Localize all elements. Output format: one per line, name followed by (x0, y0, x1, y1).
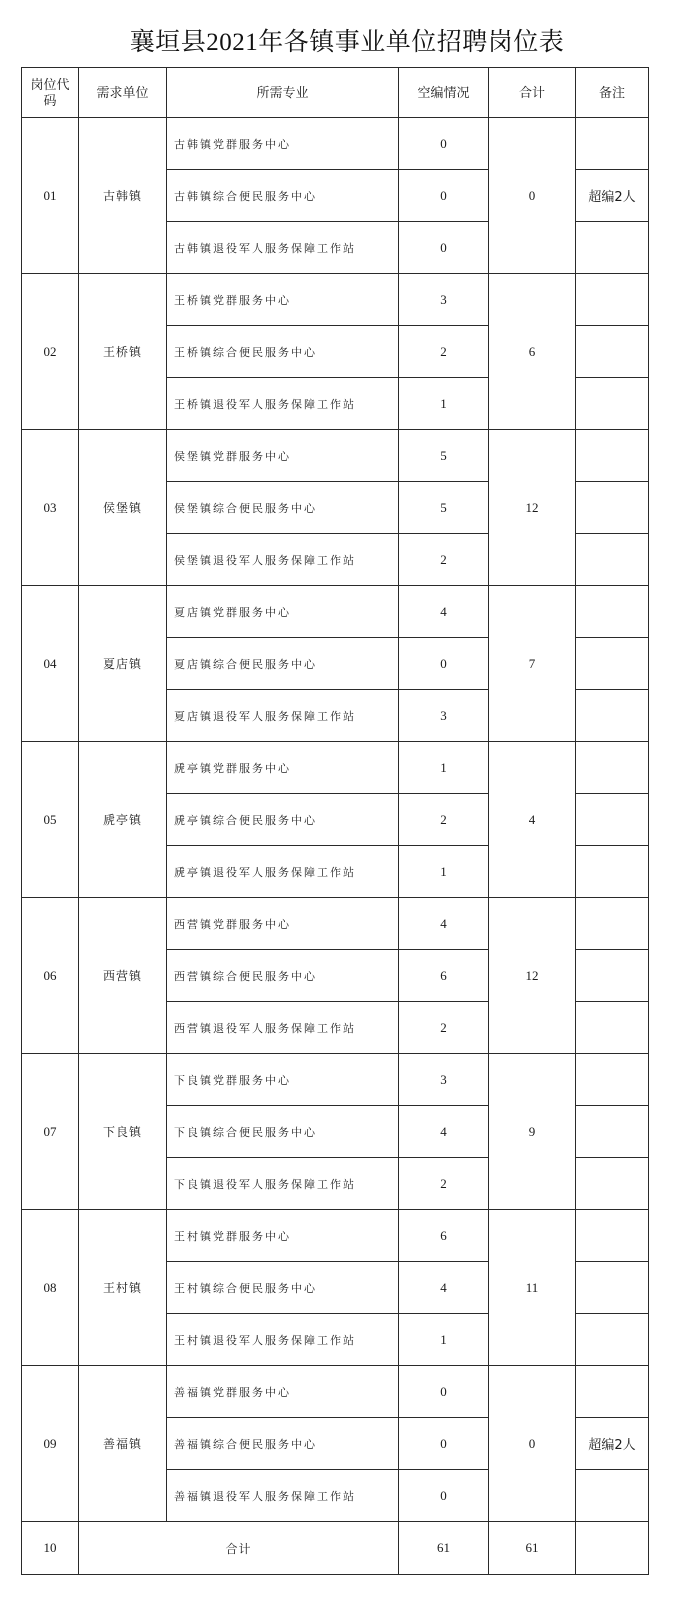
table-row (22, 586, 649, 638)
note-cell: 超编2人 (576, 170, 649, 222)
note-cell-empty (576, 1054, 649, 1106)
page-title: 襄垣县2021年各镇事业单位招聘岗位表 (129, 29, 565, 56)
summary-total: 61 (489, 1522, 576, 1575)
summary-code: 10 (22, 1522, 79, 1575)
group-total: 6 (489, 274, 576, 430)
group-total: 11 (489, 1210, 576, 1366)
table-row (22, 898, 649, 950)
major-cell: 侯堡镇综合便民服务中心 (167, 482, 399, 534)
major-cell: 王桥镇综合便民服务中心 (167, 326, 399, 378)
major-cell: 王桥镇退役军人服务保障工作站 (167, 378, 399, 430)
group-unit: 侯堡镇 (79, 430, 167, 586)
summary-row (22, 1522, 649, 1575)
group-unit: 王桥镇 (79, 274, 167, 430)
note-cell-empty (576, 846, 649, 898)
group-total: 0 (489, 118, 576, 274)
group-code: 04 (22, 586, 79, 742)
group-code: 02 (22, 274, 79, 430)
group-code: 07 (22, 1054, 79, 1210)
major-cell: 古韩镇综合便民服务中心 (167, 170, 399, 222)
table-body (22, 118, 649, 1575)
major-cell: 虒亭镇综合便民服务中心 (167, 794, 399, 846)
vacancy-cell: 1 (399, 846, 489, 898)
major-cell: 夏店镇党群服务中心 (167, 586, 399, 638)
vacancy-cell: 1 (399, 378, 489, 430)
major-cell: 西营镇退役军人服务保障工作站 (167, 1002, 399, 1054)
major-cell: 善福镇党群服务中心 (167, 1366, 399, 1418)
note-cell (576, 794, 649, 846)
table-row (22, 742, 649, 794)
vacancy-cell: 0 (399, 1470, 489, 1522)
group-code: 06 (22, 898, 79, 1054)
note-cell-empty (576, 118, 649, 170)
major-cell: 王桥镇党群服务中心 (167, 274, 399, 326)
major-cell: 西营镇综合便民服务中心 (167, 950, 399, 1002)
major-cell: 善福镇退役军人服务保障工作站 (167, 1470, 399, 1522)
recruitment-table (21, 67, 649, 1575)
vacancy-cell: 0 (399, 170, 489, 222)
header-row (22, 68, 649, 118)
vacancy-cell: 2 (399, 326, 489, 378)
note-cell-empty (576, 1314, 649, 1366)
group-total: 4 (489, 742, 576, 898)
note-cell-empty (576, 1002, 649, 1054)
group-code: 05 (22, 742, 79, 898)
major-cell: 侯堡镇退役军人服务保障工作站 (167, 534, 399, 586)
header-unit: 需求单位 (79, 68, 167, 118)
summary-label: 合计 (79, 1522, 399, 1575)
note-cell-empty (576, 742, 649, 794)
note-cell-empty (576, 378, 649, 430)
note-cell (576, 638, 649, 690)
vacancy-cell: 0 (399, 1366, 489, 1418)
group-unit: 下良镇 (79, 1054, 167, 1210)
vacancy-cell: 4 (399, 586, 489, 638)
vacancy-cell: 4 (399, 1262, 489, 1314)
vacancy-cell: 2 (399, 794, 489, 846)
vacancy-cell: 3 (399, 274, 489, 326)
group-code: 01 (22, 118, 79, 274)
group-total: 0 (489, 1366, 576, 1522)
note-cell-empty (576, 898, 649, 950)
group-unit: 夏店镇 (79, 586, 167, 742)
major-cell: 下良镇退役军人服务保障工作站 (167, 1158, 399, 1210)
group-code: 08 (22, 1210, 79, 1366)
major-cell: 古韩镇退役军人服务保障工作站 (167, 222, 399, 274)
vacancy-cell: 2 (399, 1158, 489, 1210)
vacancy-cell: 3 (399, 690, 489, 742)
group-total: 12 (489, 430, 576, 586)
note-cell-empty (576, 430, 649, 482)
group-code: 03 (22, 430, 79, 586)
major-cell: 夏店镇退役军人服务保障工作站 (167, 690, 399, 742)
note-cell (576, 326, 649, 378)
vacancy-cell: 0 (399, 1418, 489, 1470)
major-cell: 下良镇党群服务中心 (167, 1054, 399, 1106)
header-code: 岗位代码 (22, 68, 79, 118)
vacancy-cell: 3 (399, 1054, 489, 1106)
vacancy-cell: 0 (399, 638, 489, 690)
summary-note (576, 1522, 649, 1575)
vacancy-cell: 1 (399, 742, 489, 794)
major-cell: 侯堡镇党群服务中心 (167, 430, 399, 482)
summary-vacancy: 61 (399, 1522, 489, 1575)
note-cell-empty (576, 1158, 649, 1210)
major-cell: 夏店镇综合便民服务中心 (167, 638, 399, 690)
header-sum: 合计 (489, 68, 576, 118)
vacancy-cell: 4 (399, 1106, 489, 1158)
major-cell: 王村镇退役军人服务保障工作站 (167, 1314, 399, 1366)
vacancy-cell: 4 (399, 898, 489, 950)
major-cell: 古韩镇党群服务中心 (167, 118, 399, 170)
note-cell-empty (576, 1210, 649, 1262)
vacancy-cell: 5 (399, 482, 489, 534)
vacancy-cell: 5 (399, 430, 489, 482)
note-cell (576, 482, 649, 534)
vacancy-cell: 6 (399, 1210, 489, 1262)
note-cell (576, 950, 649, 1002)
header-vacancy: 空编情况 (399, 68, 489, 118)
table-row (22, 430, 649, 482)
major-cell: 虒亭镇党群服务中心 (167, 742, 399, 794)
table-row (22, 1210, 649, 1262)
note-cell-empty (576, 222, 649, 274)
table-row (22, 1054, 649, 1106)
note-cell (576, 1262, 649, 1314)
vacancy-cell: 2 (399, 1002, 489, 1054)
group-unit: 古韩镇 (79, 118, 167, 274)
group-total: 12 (489, 898, 576, 1054)
group-unit: 西营镇 (79, 898, 167, 1054)
group-code: 09 (22, 1366, 79, 1522)
major-cell: 虒亭镇退役军人服务保障工作站 (167, 846, 399, 898)
note-cell-empty (576, 690, 649, 742)
vacancy-cell: 0 (399, 222, 489, 274)
group-unit: 虒亭镇 (79, 742, 167, 898)
major-cell: 善福镇综合便民服务中心 (167, 1418, 399, 1470)
major-cell: 王村镇党群服务中心 (167, 1210, 399, 1262)
note-cell: 超编2人 (576, 1418, 649, 1470)
header-major: 所需专业 (167, 68, 399, 118)
group-total: 9 (489, 1054, 576, 1210)
major-cell: 西营镇党群服务中心 (167, 898, 399, 950)
note-cell-empty (576, 1470, 649, 1522)
header-note: 备注 (576, 68, 649, 118)
group-unit: 王村镇 (79, 1210, 167, 1366)
vacancy-cell: 6 (399, 950, 489, 1002)
group-total: 7 (489, 586, 576, 742)
note-cell-empty (576, 534, 649, 586)
group-unit: 善福镇 (79, 1366, 167, 1522)
note-cell-empty (576, 274, 649, 326)
table-row (22, 1366, 649, 1418)
vacancy-cell: 2 (399, 534, 489, 586)
vacancy-cell: 1 (399, 1314, 489, 1366)
major-cell: 王村镇综合便民服务中心 (167, 1262, 399, 1314)
table-row (22, 274, 649, 326)
note-cell-empty (576, 1366, 649, 1418)
note-cell-empty (576, 586, 649, 638)
note-cell (576, 1106, 649, 1158)
vacancy-cell: 0 (399, 118, 489, 170)
major-cell: 下良镇综合便民服务中心 (167, 1106, 399, 1158)
table-row (22, 118, 649, 170)
